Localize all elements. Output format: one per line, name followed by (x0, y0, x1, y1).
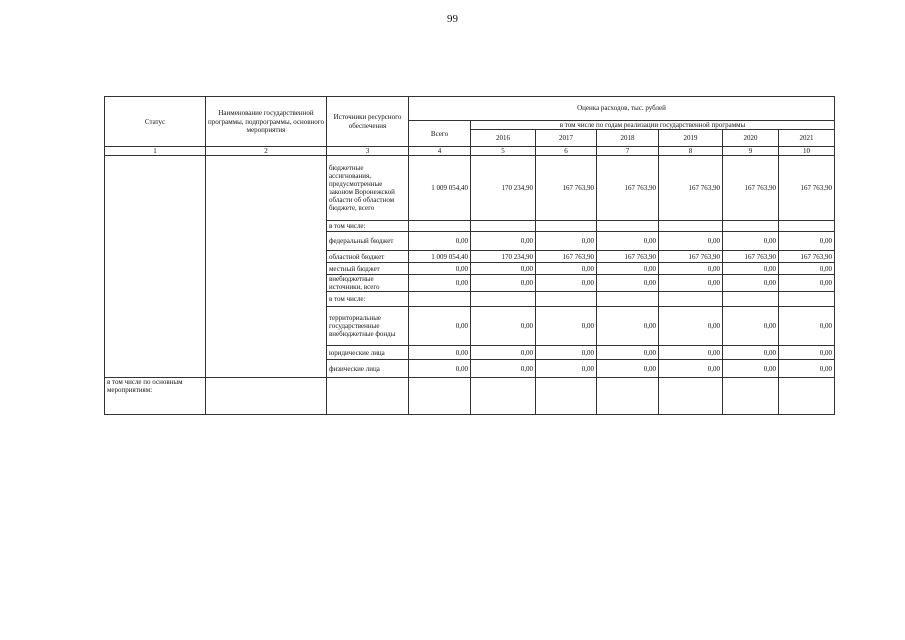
value-cell (659, 221, 723, 232)
column-number: 6 (536, 147, 597, 156)
column-number: 5 (471, 147, 536, 156)
value-cell: 0,00 (471, 360, 536, 378)
header-name: Наименование государственной программы, подпрограммы, основного мероприятия (206, 97, 327, 147)
value-cell (536, 221, 597, 232)
column-number: 4 (409, 147, 471, 156)
value-cell (597, 292, 659, 307)
value-cell: 167 763,90 (723, 251, 779, 263)
value-cell: 0,00 (471, 307, 536, 346)
value-cell: 0,00 (471, 346, 536, 360)
value-cell: 0,00 (597, 307, 659, 346)
header-estimate: Оценка расходов, тыс. рублей (409, 97, 835, 121)
source-cell: областной бюджет (327, 251, 409, 263)
value-cell: 0,00 (536, 275, 597, 292)
value-cell (471, 292, 536, 307)
source-cell: юридические лица (327, 346, 409, 360)
value-cell: 0,00 (597, 263, 659, 275)
value-cell: 0,00 (779, 307, 835, 346)
value-cell: 0,00 (471, 263, 536, 275)
value-cell: 0,00 (597, 346, 659, 360)
value-cell: 0,00 (471, 275, 536, 292)
value-cell: 0,00 (536, 232, 597, 251)
empty-cell (597, 378, 659, 415)
empty-cell (723, 378, 779, 415)
source-cell: федеральный бюджет (327, 232, 409, 251)
footer-row (105, 378, 835, 415)
value-cell: 0,00 (536, 360, 597, 378)
source-cell: внебюджетные источники, всего (327, 275, 409, 292)
value-cell: 167 763,90 (659, 156, 723, 221)
empty-cell (779, 378, 835, 415)
value-cell (723, 221, 779, 232)
value-cell: 0,00 (659, 263, 723, 275)
header-year: 2017 (536, 130, 597, 147)
header-year: 2019 (659, 130, 723, 147)
value-cell: 167 763,90 (536, 251, 597, 263)
value-cell: 0,00 (659, 346, 723, 360)
empty-cell (471, 378, 536, 415)
value-cell: 0,00 (409, 360, 471, 378)
value-cell: 0,00 (597, 360, 659, 378)
value-cell: 170 234,90 (471, 251, 536, 263)
value-cell: 0,00 (597, 232, 659, 251)
value-cell: 0,00 (723, 263, 779, 275)
value-cell: 167 763,90 (779, 251, 835, 263)
value-cell (536, 292, 597, 307)
value-cell (597, 221, 659, 232)
value-cell: 0,00 (409, 346, 471, 360)
value-cell: 167 763,90 (659, 251, 723, 263)
header-total: Всего (409, 121, 471, 147)
value-cell: 0,00 (409, 232, 471, 251)
name-cell (206, 156, 327, 378)
value-cell (409, 292, 471, 307)
value-cell: 0,00 (409, 275, 471, 292)
value-cell: 0,00 (536, 307, 597, 346)
value-cell: 170 234,90 (471, 156, 536, 221)
value-cell: 0,00 (536, 263, 597, 275)
value-cell (471, 221, 536, 232)
value-cell: 167 763,90 (597, 156, 659, 221)
value-cell: 0,00 (597, 275, 659, 292)
table-row (105, 156, 835, 221)
value-cell: 167 763,90 (536, 156, 597, 221)
column-number: 8 (659, 147, 723, 156)
empty-cell (409, 378, 471, 415)
value-cell: 167 763,90 (723, 156, 779, 221)
value-cell: 0,00 (779, 346, 835, 360)
header-year: 2020 (723, 130, 779, 147)
value-cell (409, 221, 471, 232)
empty-cell (327, 378, 409, 415)
source-cell: бюджетные ассигнования, предусмотренные законом Воронежской области об областном бюджете, всего (327, 156, 409, 221)
value-cell: 0,00 (723, 232, 779, 251)
source-cell: местный бюджет (327, 263, 409, 275)
source-cell: физические лица (327, 360, 409, 378)
header-year: 2021 (779, 130, 835, 147)
header-status: Статус (105, 97, 206, 147)
value-cell: 0,00 (779, 360, 835, 378)
value-cell: 167 763,90 (597, 251, 659, 263)
value-cell: 0,00 (409, 307, 471, 346)
value-cell: 0,00 (779, 232, 835, 251)
footer-status-cell: в том числе по основным мероприятиям: (105, 378, 206, 415)
value-cell: 0,00 (409, 263, 471, 275)
value-cell (779, 292, 835, 307)
value-cell: 0,00 (723, 346, 779, 360)
header-by-years: в том числе по годам реализации государственной программы (471, 121, 835, 130)
value-cell: 1 009 054,40 (409, 156, 471, 221)
column-number: 1 (105, 147, 206, 156)
column-number: 10 (779, 147, 835, 156)
value-cell (659, 292, 723, 307)
header-year: 2018 (597, 130, 659, 147)
column-number: 3 (327, 147, 409, 156)
value-cell (779, 221, 835, 232)
value-cell: 0,00 (779, 263, 835, 275)
value-cell (723, 292, 779, 307)
value-cell: 0,00 (659, 275, 723, 292)
value-cell: 1 009 054,40 (409, 251, 471, 263)
value-cell: 0,00 (471, 232, 536, 251)
value-cell: 167 763,90 (779, 156, 835, 221)
budget-table (104, 96, 835, 415)
empty-cell (536, 378, 597, 415)
page-number: 99 (447, 13, 458, 25)
value-cell: 0,00 (659, 307, 723, 346)
header-sources: Источники ресурсного обеспечения (327, 97, 409, 147)
header-year: 2016 (471, 130, 536, 147)
value-cell: 0,00 (536, 346, 597, 360)
value-cell: 0,00 (723, 360, 779, 378)
value-cell: 0,00 (659, 360, 723, 378)
status-cell (105, 156, 206, 378)
column-number: 2 (206, 147, 327, 156)
source-cell: в том числе: (327, 221, 409, 232)
value-cell: 0,00 (659, 232, 723, 251)
value-cell: 0,00 (723, 307, 779, 346)
value-cell: 0,00 (723, 275, 779, 292)
source-cell: в том числе: (327, 292, 409, 307)
column-number: 7 (597, 147, 659, 156)
value-cell: 0,00 (779, 275, 835, 292)
column-number: 9 (723, 147, 779, 156)
empty-cell (659, 378, 723, 415)
empty-cell (206, 378, 327, 415)
source-cell: территориальные государственные внебюджетные фонды (327, 307, 409, 346)
